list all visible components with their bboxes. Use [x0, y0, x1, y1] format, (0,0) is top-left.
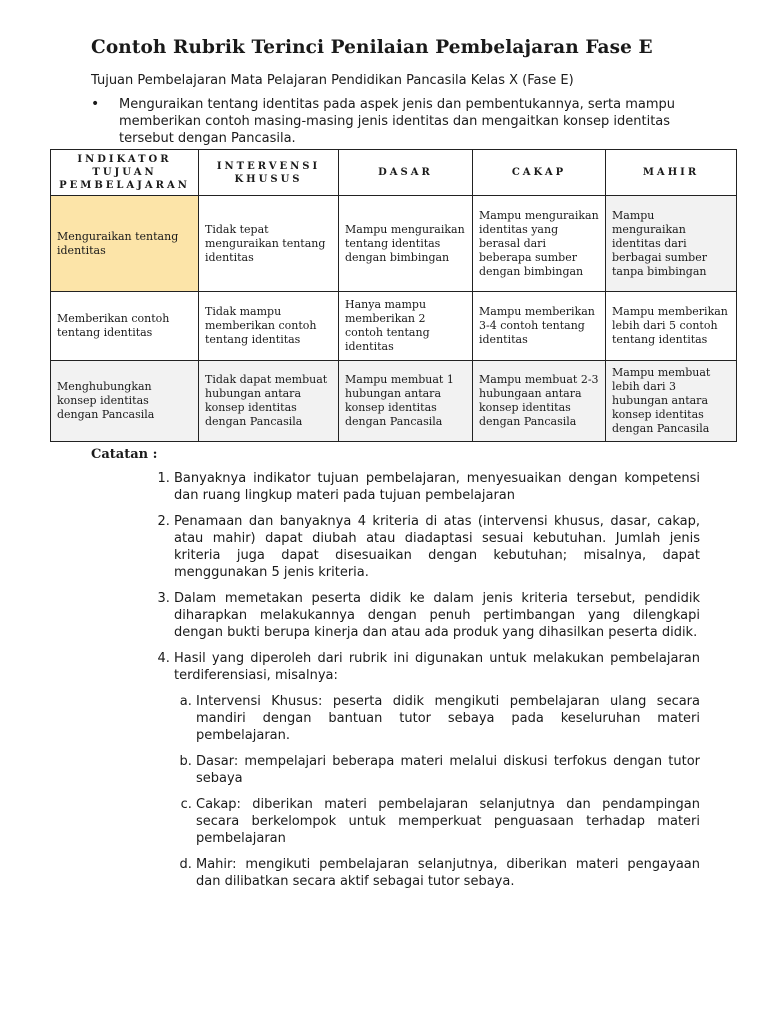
list-item: a. Intervensi Khusus: peserta didik mengikuti pembelajaran ulang secara mandiri dengan bantuan tutor sebaya pada keseluruhan materi pembelajaran. [196, 693, 700, 744]
list-item-text: Hasil yang diperoleh dari rubrik ini digunakan untuk melakukan pembelajaran terdiferensiasi, misalnya: [174, 651, 700, 683]
table-cell: Hanya mampu memberikan 2 contoh tentang identitas [339, 292, 473, 361]
objective-text: Menguraikan tentang identitas pada aspek jenis dan pembentukannya, serta mampu memberikan contoh masing-masing jenis identitas dan mengaitkan konsep identitas tersebut dengan Pancasila. [119, 97, 675, 146]
page-title: Contoh Rubrik Terinci Penilaian Pembelajaran Fase E [91, 37, 653, 58]
list-item: 3. Dalam memetakan peserta didik ke dalam jenis kriteria tersebut, pendidik diharapkan melakukannya dengan penuh pertimbangan yang dilengkapi dengan bukti berupa kinerja dan atau ada produk yang dihasilkan peserta didik. [174, 590, 700, 641]
table-cell: Mampu menguraikan identitas dari berbagai sumber tanpa bimbingan [606, 196, 737, 292]
header-cakap: CAKAP [473, 150, 606, 196]
table-cell: Mampu membuat lebih dari 3 hubungan antara konsep identitas dengan Pancasila [606, 361, 737, 442]
rubric-table [50, 149, 737, 442]
table-cell: Mampu membuat 1 hubungan antara konsep identitas dengan Pancasila [339, 361, 473, 442]
table-cell: Menguraikan tentang identitas [51, 196, 199, 292]
table-cell: Mampu memberikan lebih dari 5 contoh tentang identitas [606, 292, 737, 361]
objective-bullet [91, 96, 681, 147]
list-item [174, 650, 700, 890]
table-row [51, 292, 737, 361]
table-cell: Tidak dapat membuat hubungan antara konsep identitas dengan Pancasila [199, 361, 339, 442]
table-row [51, 361, 737, 442]
header-indikator: INDIKATOR TUJUAN PEMBELAJARAN [51, 150, 199, 196]
table-cell: Memberikan contoh tentang identitas [51, 292, 199, 361]
list-item: 1. Banyaknya indikator tujuan pembelajaran, menyesuaikan dengan kompetensi dan ruang lingkup materi pada tujuan pembelajaran [174, 470, 700, 504]
table-cell: Tidak tepat menguraikan tentang identitas [199, 196, 339, 292]
table-cell: Menghubungkan konsep identitas dengan Pancasila [51, 361, 199, 442]
bullet-dot-icon: • [91, 96, 100, 112]
list-item: d. Mahir: mengikuti pembelajaran selanjutnya, diberikan materi pengayaan dan dilibatkan secara aktif sebagai tutor sebaya. [196, 856, 700, 890]
page-subtitle: Tujuan Pembelajaran Mata Pelajaran Pendidikan Pancasila Kelas X (Fase E) [91, 73, 574, 88]
list-item: 2. Penamaan dan banyaknya 4 kriteria di atas (intervensi khusus, dasar, cakap, atau mahir) dapat diubah atau diadaptasi sesuai kebutuhan. Jumlah jenis kriteria juga dapat disesuaikan dengan kebutuhan; misalnya, dapat menggunakan 5 jenis kriteria. [174, 513, 700, 581]
notes-list [150, 470, 700, 899]
table-cell: Tidak mampu memberikan contoh tentang identitas [199, 292, 339, 361]
list-item: b. Dasar: mempelajari beberapa materi melalui diskusi terfokus dengan tutor sebaya [196, 753, 700, 787]
notes-sublist [174, 693, 700, 890]
table-cell: Mampu memberikan 3-4 contoh tentang identitas [473, 292, 606, 361]
list-item: c. Cakap: diberikan materi pembelajaran selanjutnya dan pendampingan secara berkelompok untuk memperkuat penguasaan terhadap materi pembelajaran [196, 796, 700, 847]
table-cell: Mampu membuat 2-3 hubungaan antara konsep identitas dengan Pancasila [473, 361, 606, 442]
header-intervensi: INTERVENSI KHUSUS [199, 150, 339, 196]
notes-title: Catatan : [91, 447, 158, 462]
table-header-row [51, 150, 737, 196]
header-mahir: MAHIR [606, 150, 737, 196]
header-dasar: DASAR [339, 150, 473, 196]
table-row [51, 196, 737, 292]
table-cell: Mampu menguraikan identitas yang berasal dari beberapa sumber dengan bimbingan [473, 196, 606, 292]
table-cell: Mampu menguraikan tentang identitas dengan bimbingan [339, 196, 473, 292]
